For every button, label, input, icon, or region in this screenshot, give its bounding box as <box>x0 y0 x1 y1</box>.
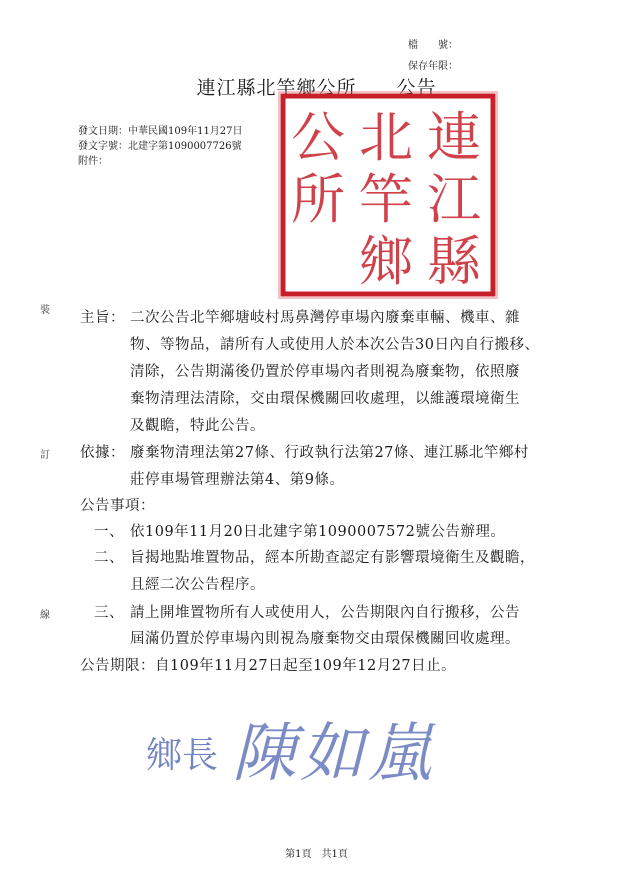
subject-line-3: 清除，公告期滿後仍置於停車場內者則視為廢棄物，依照廢 <box>130 364 520 380</box>
basis-line-2: 莊停車場管理辦法第4、第9條。 <box>130 472 345 488</box>
item-3-line-1: 請上開堆置物所有人或使用人，公告期限內自行搬移，公告 <box>130 605 520 621</box>
subject-line-4: 棄物清理法清除，交由環保機關回收處理，以維護環境衛生 <box>130 391 520 407</box>
item-2-line-2: 且經二次公告程序。 <box>130 577 265 593</box>
binding-mark-zhuang: 裝 <box>40 305 50 316</box>
attachment-label: 附件： <box>78 156 108 167</box>
seal-character: 北 <box>359 106 413 169</box>
announcement-period: 公告期限：自109年11月27日起至109年12月27日止。 <box>80 658 457 674</box>
seal-character: 公 <box>291 106 345 169</box>
retention-period-label: 保存年限： <box>408 61 458 72</box>
seal-character: 所 <box>291 168 345 231</box>
item-1-number: 一、 <box>94 524 124 540</box>
page-number: 第1頁 共1頁 <box>285 849 348 860</box>
signature-title: 鄉長 <box>146 735 219 776</box>
subject-label: 主旨： <box>80 310 125 326</box>
mayor-signature <box>140 705 470 795</box>
archive-number-label: 檔 號： <box>408 40 458 51</box>
item-1-line-1: 依109年11月20日北建字第1090007572號公告辦理。 <box>130 524 506 540</box>
item-2-number: 二、 <box>94 550 124 566</box>
subject-line-1: 二次公告北竿鄉塘岐村馬鼻灣停車場內廢棄車輛、機車、雜 <box>130 310 520 326</box>
binding-mark-xian: 線 <box>40 610 50 621</box>
subject-line-2: 物、等物品，請所有人或使用人於本次公告30日內自行搬移、 <box>130 337 540 353</box>
binding-mark-ding: 訂 <box>40 450 50 461</box>
seal-character: 江 <box>427 168 481 231</box>
seal-character: 鄉 <box>359 230 413 293</box>
item-3-number: 三、 <box>94 605 124 621</box>
subject-line-5: 及觀瞻，特此公告。 <box>130 418 265 434</box>
issue-number: 發文字號：北建字第1090007726號 <box>78 141 242 152</box>
seal-character: 縣 <box>427 230 481 293</box>
seal-character: 竿 <box>359 168 413 231</box>
basis-label: 依據： <box>80 445 125 461</box>
item-3-line-2: 屆滿仍置於停車場內則視為廢棄物交由環保機關回收處理。 <box>130 631 520 647</box>
basis-line-1: 廢棄物清理法第27條、行政執行法第27條、連江縣北竿鄉村 <box>130 445 529 461</box>
signature-name: 陳如嵐 <box>232 717 436 791</box>
items-heading: 公告事項： <box>80 498 155 514</box>
document-title: 連江縣北竿鄉公所 公告 <box>196 77 437 99</box>
issue-date: 發文日期：中華民國109年11月27日 <box>78 126 243 137</box>
official-seal <box>277 90 499 300</box>
seal-character: 連 <box>427 106 481 169</box>
item-2-line-1: 旨揭地點堆置物品，經本所勘查認定有影響環境衛生及觀瞻， <box>130 550 535 566</box>
